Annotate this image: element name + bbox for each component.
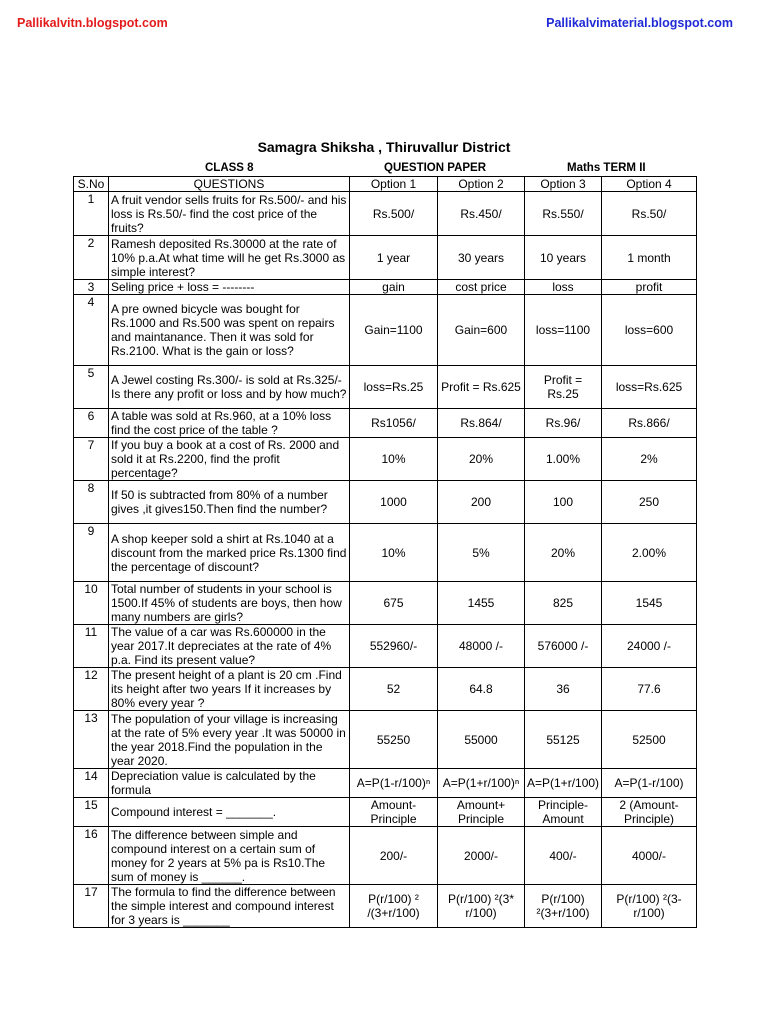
row-question: A Jewel costing Rs.300/- is sold at Rs.325/- Is there any profit or loss and by how much? — [109, 366, 350, 409]
row-option-4: 1 month — [602, 236, 697, 280]
table-row — [74, 481, 697, 524]
row-option-2: 5% — [438, 524, 525, 582]
row-sno: 10 — [74, 582, 109, 625]
row-option-2: Amount+ Principle — [438, 798, 525, 827]
row-option-1: 1000 — [350, 481, 438, 524]
row-option-3: loss — [525, 280, 602, 295]
row-option-1: gain — [350, 280, 438, 295]
row-option-1: Rs.500/ — [350, 192, 438, 236]
row-option-1: 552960/- — [350, 625, 438, 668]
row-question: A shop keeper sold a shirt at Rs.1040 at a discount from the marked price Rs.1300 find the percentage of discount? — [109, 524, 350, 582]
row-option-3: 400/- — [525, 827, 602, 885]
row-option-2: P(r/100) ²(3* r/100) — [438, 885, 525, 928]
header-sno: S.No — [74, 177, 109, 192]
row-option-2: Rs.864/ — [438, 409, 525, 438]
row-option-2: 64.8 — [438, 668, 525, 711]
header-option-1: Option 1 — [350, 177, 438, 192]
row-option-4: P(r/100) ²(3-r/100) — [602, 885, 697, 928]
header-option-4: Option 4 — [602, 177, 697, 192]
row-option-1: 52 — [350, 668, 438, 711]
row-question: The difference between simple and compound interest on a certain sum of money for 2 years at 5% pa is Rs10.The sum of money is ______. — [109, 827, 350, 885]
table-row — [74, 769, 697, 798]
row-option-2: A=P(1+r/100)ⁿ — [438, 769, 525, 798]
row-option-3: 36 — [525, 668, 602, 711]
row-option-2: 200 — [438, 481, 525, 524]
row-option-2: cost price — [438, 280, 525, 295]
row-option-3: 100 — [525, 481, 602, 524]
row-question: If you buy a book at a cost of Rs. 2000 and sold it at Rs.2200, find the profit percentage? — [109, 438, 350, 481]
row-option-4: 2 (Amount-Principle) — [602, 798, 697, 827]
row-sno: 16 — [74, 827, 109, 885]
row-option-2: 55000 — [438, 711, 525, 769]
row-option-3: Profit = Rs.25 — [525, 366, 602, 409]
row-option-1: 200/- — [350, 827, 438, 885]
table-row — [74, 827, 697, 885]
table-row — [74, 366, 697, 409]
row-option-4: 1545 — [602, 582, 697, 625]
row-option-4: Rs.866/ — [602, 409, 697, 438]
row-option-4: 24000 /- — [602, 625, 697, 668]
question-table — [73, 176, 697, 928]
table-header-row — [74, 177, 697, 192]
row-question: Compound interest = _______. — [109, 798, 350, 827]
row-option-1: P(r/100) ² /(3+r/100) — [350, 885, 438, 928]
row-sno: 6 — [74, 409, 109, 438]
row-sno: 15 — [74, 798, 109, 827]
row-option-3: 825 — [525, 582, 602, 625]
row-option-2: Rs.450/ — [438, 192, 525, 236]
row-option-1: 10% — [350, 438, 438, 481]
row-option-1: loss=Rs.25 — [350, 366, 438, 409]
table-row — [74, 295, 697, 366]
row-option-1: 10% — [350, 524, 438, 582]
question-paper-label: QUESTION PAPER — [384, 162, 487, 174]
header-option-2: Option 2 — [438, 177, 525, 192]
table-row — [74, 582, 697, 625]
row-option-3: 10 years — [525, 236, 602, 280]
table-row — [74, 192, 697, 236]
row-question: If 50 is subtracted from 80% of a number gives ,it gives150.Then find the number? — [109, 481, 350, 524]
table-row — [74, 798, 697, 827]
row-option-3: loss=1100 — [525, 295, 602, 366]
row-sno: 2 — [74, 236, 109, 280]
row-option-2: 48000 /- — [438, 625, 525, 668]
header-right-link[interactable]: Pallikalvimaterial.blogspot.com — [546, 16, 733, 30]
row-option-1: Amount-Principle — [350, 798, 438, 827]
row-option-2: 1455 — [438, 582, 525, 625]
row-option-2: 2000/- — [438, 827, 525, 885]
row-sno: 9 — [74, 524, 109, 582]
row-option-3: 1.00% — [525, 438, 602, 481]
row-sno: 14 — [74, 769, 109, 798]
header-option-3: Option 3 — [525, 177, 602, 192]
row-option-1: 55250 — [350, 711, 438, 769]
table-row — [74, 236, 697, 280]
row-sno: 1 — [74, 192, 109, 236]
page-title: Samagra Shiksha , Thiruvallur District — [257, 139, 511, 155]
row-question: Ramesh deposited Rs.30000 at the rate of 10% p.a.At what time will he get Rs.3000 as simple interest? — [109, 236, 350, 280]
row-question: The value of a car was Rs.600000 in the year 2017.It depreciates at the rate of 4% p.a. Find its present value? — [109, 625, 350, 668]
table-row — [74, 524, 697, 582]
row-question: A table was sold at Rs.960, at a 10% loss find the cost price of the table ? — [109, 409, 350, 438]
row-option-3: 576000 /- — [525, 625, 602, 668]
row-option-3: A=P(1+r/100) — [525, 769, 602, 798]
row-option-3: P(r/100) ²(3+r/100) — [525, 885, 602, 928]
row-question: Depreciation value is calculated by the formula — [109, 769, 350, 798]
row-option-2: 20% — [438, 438, 525, 481]
row-question: A pre owned bicycle was bought for Rs.1000 and Rs.500 was spent on repairs and maintanance. Then it was sold for Rs.2100. What is the gain or loss? — [109, 295, 350, 366]
row-option-1: 1 year — [350, 236, 438, 280]
row-sno: 3 — [74, 280, 109, 295]
row-question: The formula to find the difference between the simple interest and compound interest for 3 years is _______ — [109, 885, 350, 928]
row-option-4: 52500 — [602, 711, 697, 769]
row-sno: 13 — [74, 711, 109, 769]
row-option-1: Rs1056/ — [350, 409, 438, 438]
term-label: Maths TERM II — [567, 162, 646, 174]
row-question: The present height of a plant is 20 cm .Find its height after two years If it increases by 80% every year ? — [109, 668, 350, 711]
table-row — [74, 438, 697, 481]
row-option-3: Rs.96/ — [525, 409, 602, 438]
table-row — [74, 668, 697, 711]
row-question: A fruit vendor sells fruits for Rs.500/- and his loss is Rs.50/- find the cost price of the fruits? — [109, 192, 350, 236]
row-option-3: Rs.550/ — [525, 192, 602, 236]
row-question: Total number of students in your school is 1500.If 45% of students are boys, then how many numbers are girls? — [109, 582, 350, 625]
row-question: Seling price + loss = -------- — [109, 280, 350, 295]
row-option-1: 675 — [350, 582, 438, 625]
row-sno: 5 — [74, 366, 109, 409]
row-option-4: loss=Rs.625 — [602, 366, 697, 409]
class-label: CLASS 8 — [205, 162, 254, 174]
row-option-4: A=P(1-r/100) — [602, 769, 697, 798]
row-sno: 4 — [74, 295, 109, 366]
row-option-3: 55125 — [525, 711, 602, 769]
row-option-4: 4000/- — [602, 827, 697, 885]
row-option-4: 250 — [602, 481, 697, 524]
row-sno: 17 — [74, 885, 109, 928]
row-option-3: 20% — [525, 524, 602, 582]
row-question: The population of your village is increasing at the rate of 5% every year .It was 50000 in the year 2018.Find the population in the year 2020. — [109, 711, 350, 769]
table-row — [74, 625, 697, 668]
row-option-4: 2% — [602, 438, 697, 481]
row-option-4: profit — [602, 280, 697, 295]
table-row — [74, 280, 697, 295]
row-option-2: Gain=600 — [438, 295, 525, 366]
header-questions: QUESTIONS — [109, 177, 350, 192]
table-row — [74, 885, 697, 928]
row-sno: 11 — [74, 625, 109, 668]
row-sno: 7 — [74, 438, 109, 481]
table-row — [74, 711, 697, 769]
row-option-2: 30 years — [438, 236, 525, 280]
header-left-link[interactable]: Pallikalvitn.blogspot.com — [17, 16, 168, 30]
table-row — [74, 409, 697, 438]
row-option-4: loss=600 — [602, 295, 697, 366]
row-sno: 12 — [74, 668, 109, 711]
row-option-1: A=P(1-r/100)ⁿ — [350, 769, 438, 798]
row-option-1: Gain=1100 — [350, 295, 438, 366]
row-option-4: Rs.50/ — [602, 192, 697, 236]
row-sno: 8 — [74, 481, 109, 524]
row-option-3: Principle-Amount — [525, 798, 602, 827]
row-option-4: 2.00% — [602, 524, 697, 582]
row-option-2: Profit = Rs.625 — [438, 366, 525, 409]
row-option-4: 77.6 — [602, 668, 697, 711]
